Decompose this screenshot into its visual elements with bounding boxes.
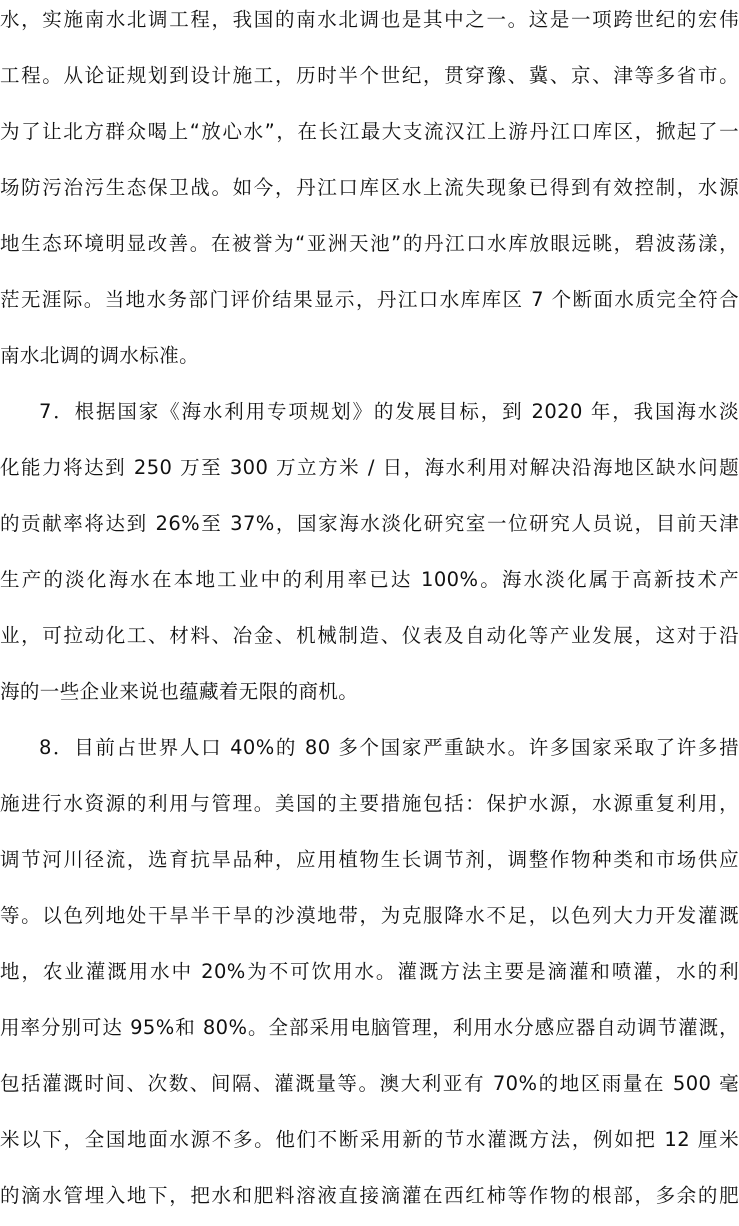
text-line-13: 海的一些企业来说也蕴藏着无限的商机。 (0, 680, 359, 703)
text-line-17: 等。以色列地处干旱半干旱的沙漠地带，为克服降水不足，以色列大力开发灌溉 (0, 904, 739, 927)
text-line-1: 水，实施南水北调工程，我国的南水北调也是其中之一。这是一项跨世纪的宏伟 (0, 8, 739, 31)
text-line-4: 场防污治污生态保卫战。如今，丹江口库区水上流失现象已得到有效控制，水源 (0, 176, 739, 199)
text-line-20: 包括灌溉时间、次数、间隔、灌溉量等。澳大利亚有 70%的地区雨量在 500 毫 (0, 1072, 739, 1095)
text-line-15: 施进行水资源的利用与管理。美国的主要措施包括：保护水源，水源重复利用， (0, 792, 739, 815)
text-line-19: 用率分别可达 95%和 80%。全部采用电脑管理，利用水分感应器自动调节灌溉， (0, 1016, 739, 1039)
text-line-18: 地，农业灌溉用水中 20%为不可饮用水。灌溉方法主要是滴灌和喷灌，水的利 (0, 960, 739, 983)
paragraph-8-first-line: 8．目前占世界人口 40%的 80 多个国家严重缺水。许多国家采取了许多措 (39, 736, 739, 759)
text-line-12: 业，可拉动化工、材料、冶金、机械制造、仪表及自动化等产业发展，这对于沿 (0, 624, 739, 647)
text-line-11: 生产的淡化海水在本地工业中的利用率已达 100%。海水淡化属于高新技术产 (0, 568, 739, 591)
text-line-10: 的贡献率将达到 26%至 37%，国家海水淡化研究室一位研究人员说，目前天津 (0, 512, 739, 535)
text-line-2: 工程。从论证规划到设计施工，历时半个世纪，贯穿豫、冀、京、津等多省市。 (0, 64, 739, 87)
paragraph-7-first-line: 7．根据国家《海水利用专项规划》的发展目标，到 2020 年，我国海水淡 (39, 400, 739, 423)
text-line-5: 地生态环境明显改善。在被誉为“亚洲天池”的丹江口水库放眼远眺，碧波荡漾， (0, 232, 739, 255)
text-line-16: 调节河川径流，选育抗旱品种，应用植物生长调节剂，调整作物种类和市场供应 (0, 848, 739, 871)
text-line-22: 的滴水管埋入地下，把水和肥料溶液直接滴灌在西红柿等作物的根部，多余的肥 (0, 1184, 739, 1207)
text-line-21: 米以下，全国地面水源不多。他们不断采用新的节水灌溉方法，例如把 12 厘米 (0, 1128, 739, 1151)
text-line-3: 为了让北方群众喝上“放心水”，在长江最大支流汉江上游丹江口库区，掀起了一 (0, 120, 739, 143)
text-line-6: 茫无涯际。当地水务部门评价结果显示，丹江口水库库区 7 个断面水质完全符合 (0, 288, 739, 311)
text-line-7: 南水北调的调水标准。 (0, 344, 200, 367)
text-line-9: 化能力将达到 250 万至 300 万立方米 / 日，海水利用对解决沿海地区缺水问题 (0, 456, 739, 479)
